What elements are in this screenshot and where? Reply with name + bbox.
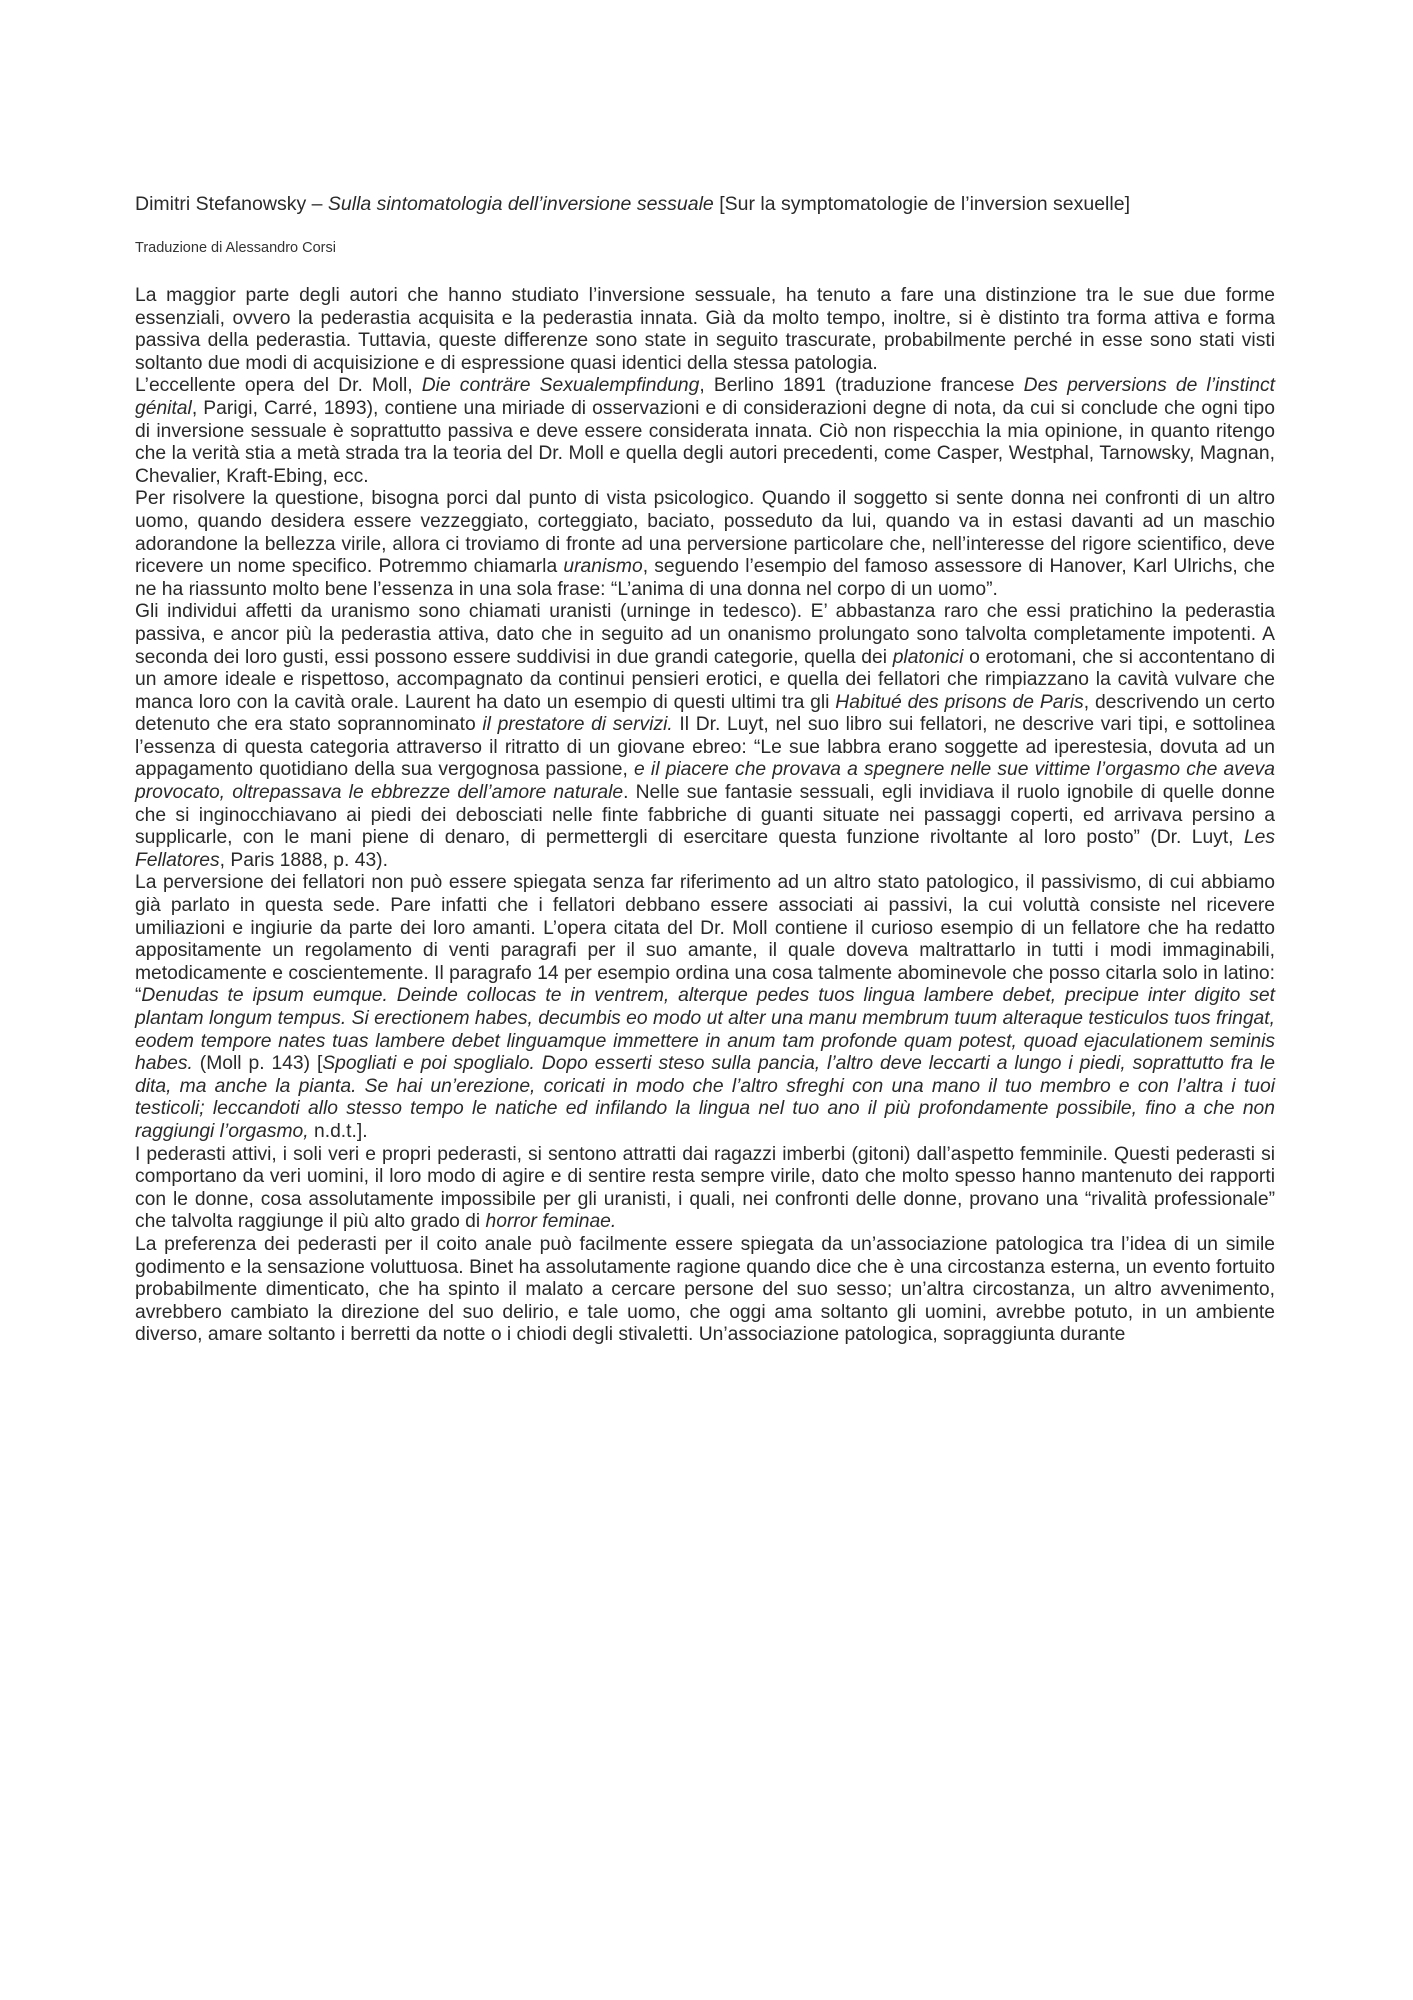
text-run: , Paris 1888, p. 43).	[219, 849, 388, 871]
paragraph	[135, 601, 1275, 872]
text-run: Gli individui affetti da uranismo sono chiamati uranisti (urninge in tedesco). E’ abbastanza raro che essi pratichino la pederastia passiva, e ancor più la pederastia attiva, dato che in seguito ad un onanismo prolungato sono talvolta completamente impotenti. A seconda dei loro gusti, essi possono essere suddivisi in due grandi categorie, quella dei	[135, 601, 1275, 668]
translator-credit: Traduzione di Alessandro Corsi	[135, 240, 336, 256]
italic-text: uranismo	[563, 556, 643, 578]
text-run: I pederasti attivi, i soli veri e propri pederasti, si sentono attratti dai ragazzi imberbi (gitoni) dall’aspetto femminile. Questi pederasti si comportano da veri uomini, il loro modo di agire e di sentire resta sempre virile, dato che molto spesso hanno mantenuto dei rapporti con le donne, cosa assolutamente impossibile per gli uranisti, i quali, nei confronti delle donne, provano una “rivalità professionale” che talvolta raggiunge il più alto grado di	[135, 1143, 1275, 1233]
document-page	[135, 192, 1275, 1347]
italic-text: horror feminae.	[485, 1211, 617, 1233]
text-run: , Parigi, Carré, 1893), contiene una miriade di osservazioni e di considerazioni degne di nota, da cui si conclude che ogni tipo di inversione sessuale è soprattutto passiva e deve essere considerata innata. Ciò non rispecchia la mia opinione, in quanto ritengo che la verità stia a metà strada tra la teoria del Dr. Moll e quella degli autori precedenti, come Casper, Westphal, Tarnowsky, Magnan, Chevalier, Kraft-Ebing, ecc.	[135, 397, 1275, 487]
italic-text: Les Fellatores	[135, 827, 1275, 871]
text-run: La maggior parte degli autori che hanno studiato l’inversione sessuale, ha tenuto a fare una distinzione tra le sue due forme essenziali, ovvero la pederastia acquisita e la pederastia innata. Già da molto tempo, inoltre, si è distinto tra forma attiva e forma passiva della pederastia. Tuttavia, queste differenze sono state in seguito trascurate, probabilmente perché in esse sono stati visti soltanto due modi di acquisizione e di espressione quasi identici della stessa patologia.	[135, 285, 1275, 374]
paragraph	[135, 872, 1275, 1143]
text-run: Il Dr. Luyt, nel suo libro sui fellatori, ne descrive vari tipi, e sottolinea l’essenza di questa categoria attraverso il ritratto di un giovane ebreo: “Le sue labbra erano soggette ad iperestesia, dovuta ad un appagamento quotidiano della sua vergognosa passione,	[135, 714, 1275, 781]
text-run: . Nelle sue fantasie sessuali, egli invidiava il ruolo ignobile di quelle donne che si inginocchiavano ai piedi dei debosciati nelle finte fabbriche di guanti situate nei passaggi coperti, ed arrivava persino a supplicarle, con le mani piene di denaro, di permettergli di esercitare questa funzione rivoltante al loro posto” (Dr. Luyt,	[135, 782, 1275, 849]
text-run: o erotomani, che si accontentano di un amore ideale e rispettoso, accompagnato da continui pensieri erotici, e quella dei fellatori che rimpiazzano la cavità vulvare che manca loro con la cavità orale. Laurent ha dato un esempio di questi ultimi tra gli	[135, 646, 1275, 713]
text-run: , seguendo l’esempio del famoso assessore di Hanover, Karl Ulrichs, che ne ha riassunto molto bene l’essenza in una sola frase: “L’anima di una donna nel corpo di un uomo”.	[135, 556, 1275, 600]
text-run: La preferenza dei pederasti per il coito anale può facilmente essere spiegata da un’associazione patologica tra l’idea di un simile godimento e la sensazione voluttuosa. Binet ha assolutamente ragione quando dice che è una circostanza esterna, un evento fortuito probabilmente dimenticato, che ha spinto il malato a cercare persone del suo sesso; un’altra circostanza, un altro avvenimento, avrebbero cambiato la direzione del suo delirio, e tale uomo, che oggi ama soltanto gli uomini, avrebbe potuto, in un ambiente diverso, amare soltanto i berretti da notte o i chiodi degli stivaletti. Un’associazione patologica, sopraggiunta durante	[135, 1233, 1275, 1346]
italic-text: e il piacere che provava a spegnere nelle sue vittime l’orgasmo che aveva provocato, oltrepassava le ebbrezze dell’amore naturale	[135, 759, 1275, 804]
italic-text: platonici	[892, 646, 964, 668]
text-run: n.d.t.].	[308, 1120, 368, 1142]
title-author: Dimitri Stefanowsky –	[135, 193, 328, 215]
paragraph	[135, 285, 1275, 375]
italic-text: Denudas te ipsum eumque. Deinde collocas te in ventrem, alterque pedes tuos lingua lambere debet, precipue inter digito set plantam longum tempus. Si erectionem habes, decumbis eo modo ut alter una manu membrum tuum alteraque testiculos tuos fringat, eodem tempore nates tuas lambere debet linguamque immettere in anum tam profonde quam potest, quoad ejaculationem seminis habes.	[135, 985, 1275, 1075]
paragraph	[135, 375, 1275, 488]
paragraph	[135, 1144, 1275, 1234]
document-title	[135, 192, 1275, 217]
text-run: La perversione dei fellatori non può essere spiegata senza far riferimento ad un altro stato patologico, il passivismo, di cui abbiamo già parlato in questa sede. Pare infatti che i fellatori debbano essere associati ai passivi, la cui voluttà consiste nel ricevere umiliazioni e ingiurie da parte dei loro amanti. L’opera citata del Dr. Moll contiene il curioso esempio di un fellatore che ha redatto appositamente un regolamento di venti paragrafi per il suo amante, il quale doveva maltrattarlo in tutti i modi immaginabili, metodicamente e coscientemente. Il paragrafo 14 per esempio ordina una cosa talmente abominevole che posso citarla solo in latino: “	[135, 872, 1275, 1007]
text-run: Per risolvere la questione, bisogna porci dal punto di vista psicologico. Quando il soggetto si sente donna nei confronti di un altro uomo, quando desidera essere vezzeggiato, corteggiato, baciato, posseduto da lui, quando va in estasi davanti ad un maschio adorandone la bellezza virile, allora ci troviamo di fronte ad una perversione particolare che, nell’interesse del rigore scientifico, deve ricevere un nome specifico. Potremmo chiamarla	[135, 488, 1275, 578]
text-run: (Moll p. 143) [	[192, 1053, 323, 1075]
document-body	[135, 285, 1275, 1347]
italic-text: Des perversions de l’instinct génital	[135, 375, 1275, 419]
italic-text: Habitué des prisons de Paris	[835, 691, 1084, 713]
text-run: , descrivendo un certo detenuto che era stato soprannominato	[135, 691, 1275, 736]
italic-text: Die conträre Sexualempfindung	[421, 375, 700, 397]
italic-text: il prestatore di servizi.	[482, 714, 673, 736]
paragraph	[135, 488, 1275, 601]
title-italic: Sulla sintomatologia dell’inversione sessuale	[327, 193, 714, 215]
text-run: , Berlino 1891 (traduzione francese	[699, 375, 1024, 397]
title-original: [Sur la symptomatologie de l’inversion sexuelle]	[713, 193, 1130, 215]
paragraph	[135, 1234, 1275, 1347]
text-run: L’eccellente opera del Dr. Moll,	[135, 375, 422, 397]
italic-text: Spogliati e poi spoglialo. Dopo esserti steso sulla pancia, l’altro deve leccarti a lungo i piedi, soprattutto fra le dita, ma anche la pianta. Se hai un’erezione, coricati in modo che l’altro sfreghi con una mano il tuo membro e con l’altra i tuoi testicoli; leccandoti allo stesso tempo le natiche ed infilando la lingua nel tuo ano il più profondamente possibile, fino a che non raggiungi l’orgasmo,	[135, 1053, 1275, 1142]
